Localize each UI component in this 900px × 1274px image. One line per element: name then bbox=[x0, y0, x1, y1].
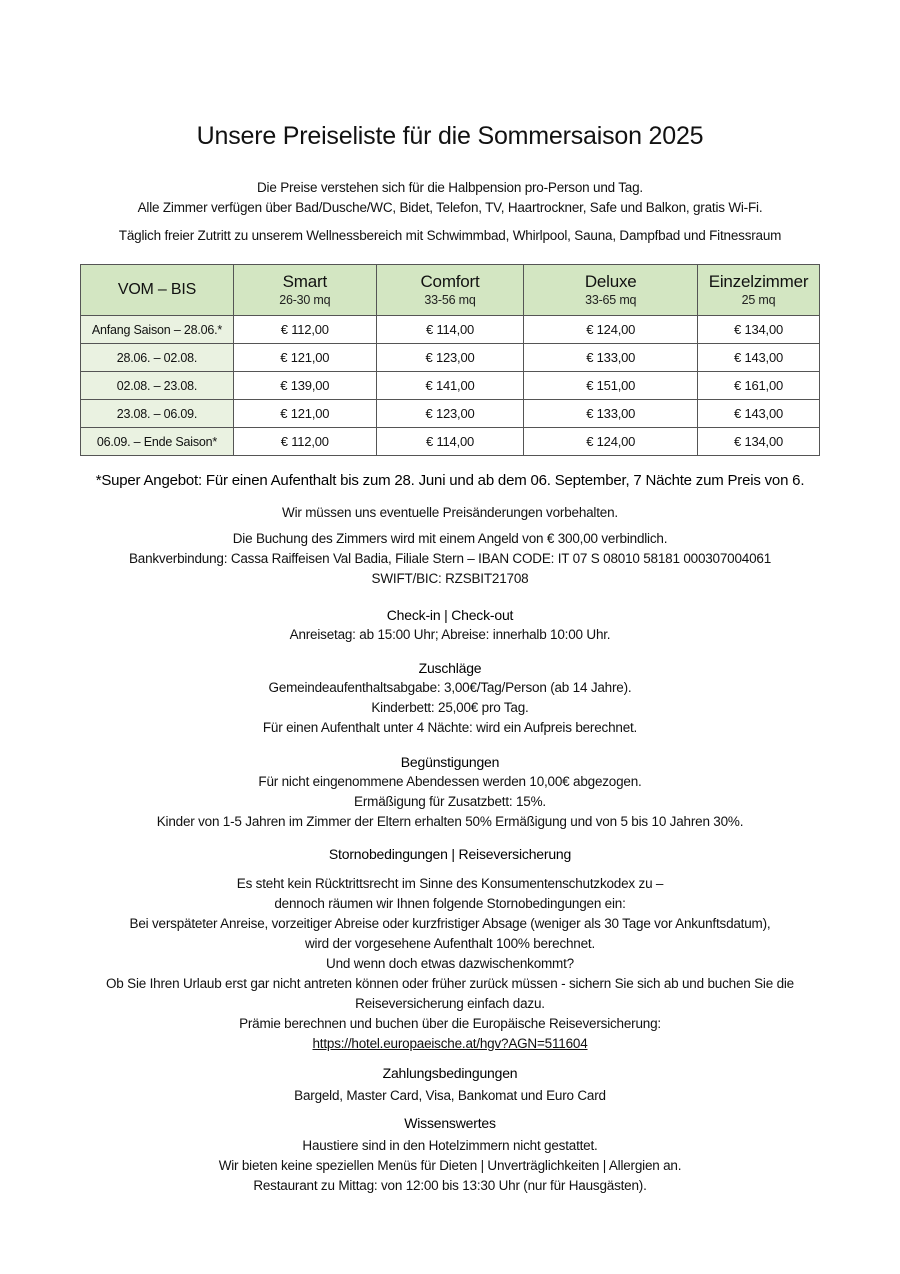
insurance-link[interactable]: https://hotel.europaeische.at/hgv?AGN=511604 bbox=[312, 1036, 588, 1051]
price-cell: € 143,00 bbox=[698, 344, 820, 372]
deposit-text: Die Buchung des Zimmers wird mit einem Angeld von € 300,00 verbindlich. bbox=[232, 531, 668, 546]
room-type-name: Smart bbox=[282, 272, 327, 291]
section-checkin bbox=[0, 605, 900, 645]
price-cell: € 112,00 bbox=[233, 428, 376, 456]
section-line: Ob Sie Ihren Urlaub erst gar nicht antreten können oder früher zurück müssen - sichern Sie sich ab und buchen Sie die bbox=[106, 976, 794, 991]
special-offer-note: *Super Angebot: Für einen Aufenthalt bis zum 28. Juni und ab dem 06. September, 7 Nächte zum Preis von 6. bbox=[95, 472, 805, 489]
table-row bbox=[81, 344, 820, 372]
price-cell: € 124,00 bbox=[524, 316, 698, 344]
section-discounts bbox=[0, 752, 900, 832]
period-cell: Anfang Saison – 28.06.* bbox=[81, 316, 234, 344]
table-row bbox=[81, 400, 820, 428]
room-type-name: Einzelzimmer bbox=[708, 272, 809, 291]
intro-line-amenities: Alle Zimmer verfügen über Bad/Dusche/WC, Bidet, Telefon, TV, Haartrockner, Safe und Balkon, gratis Wi-Fi. bbox=[137, 200, 763, 215]
intro-text bbox=[0, 178, 900, 218]
intro-line-halfboard: Die Preise verstehen sich für die Halbpension pro-Person und Tag. bbox=[257, 180, 643, 195]
room-type-name: Deluxe bbox=[584, 272, 637, 291]
section-line: Bargeld, Master Card, Visa, Bankomat und Euro Card bbox=[294, 1088, 606, 1103]
price-cell: € 121,00 bbox=[233, 344, 376, 372]
section-line: Anreisetag: ab 15:00 Uhr; Abreise: innerhalb 10:00 Uhr. bbox=[289, 627, 611, 642]
section-heading-discounts: Begünstigungen bbox=[400, 754, 500, 770]
table-row bbox=[81, 316, 820, 344]
price-cell: € 141,00 bbox=[376, 372, 524, 400]
page-title: Unsere Preiseliste für die Sommersaison 2025 bbox=[196, 122, 704, 150]
price-cell: € 114,00 bbox=[376, 316, 524, 344]
booking-bank-info bbox=[0, 529, 900, 589]
section-line: Wir bieten keine speziellen Menüs für Dieten | Unverträglichkeiten | Allergien an. bbox=[218, 1158, 682, 1173]
price-cell: € 133,00 bbox=[524, 400, 698, 428]
period-cell: 06.09. – Ende Saison* bbox=[81, 428, 234, 456]
section-line: Es steht kein Rücktrittsrecht im Sinne des Konsumentenschutzkodex zu – bbox=[236, 876, 664, 891]
section-line: Gemeindeaufenthaltsabgabe: 3,00€/Tag/Person (ab 14 Jahre). bbox=[268, 680, 632, 695]
room-type-size: 33-65 mq bbox=[585, 293, 637, 307]
section-line: Prämie berechnen und buchen über die Europäische Reiseversicherung: bbox=[239, 1016, 661, 1031]
room-type-size: 25 mq bbox=[741, 293, 776, 307]
section-heading-info: Wissenswertes bbox=[404, 1115, 496, 1131]
section-heading-payment: Zahlungsbedingungen bbox=[382, 1065, 518, 1081]
section-line: Bei verspäteter Anreise, vorzeitiger Abreise oder kurzfristiger Absage (weniger als 30 Tage vor Ankunftsdatum), bbox=[129, 916, 771, 931]
price-table bbox=[80, 264, 820, 456]
section-info bbox=[0, 1113, 900, 1196]
price-cell: € 124,00 bbox=[524, 428, 698, 456]
section-cancellation bbox=[0, 844, 900, 1054]
intro-wellness bbox=[0, 226, 900, 246]
price-cell: € 121,00 bbox=[233, 400, 376, 428]
price-cell: € 151,00 bbox=[524, 372, 698, 400]
section-line: dennoch räumen wir Ihnen folgende Stornobedingungen ein: bbox=[274, 896, 626, 911]
section-line: wird der vorgesehene Aufenthalt 100% berechnet. bbox=[304, 936, 596, 951]
price-cell: € 134,00 bbox=[698, 428, 820, 456]
price-cell: € 123,00 bbox=[376, 344, 524, 372]
room-type-name: Comfort bbox=[420, 272, 480, 291]
period-cell: 28.06. – 02.08. bbox=[81, 344, 234, 372]
section-line: Reiseversicherung einfach dazu. bbox=[355, 996, 545, 1011]
price-cell: € 112,00 bbox=[233, 316, 376, 344]
price-table-header bbox=[81, 265, 820, 316]
price-cell: € 143,00 bbox=[698, 400, 820, 428]
section-heading-cancellation: Stornobedingungen | Reiseversicherung bbox=[328, 846, 572, 862]
section-line: Restaurant zu Mittag: von 12:00 bis 13:30 Uhr (nur für Hausgästen). bbox=[253, 1178, 647, 1193]
price-change-text: Wir müssen uns eventuelle Preisänderungen vorbehalten. bbox=[282, 505, 618, 520]
bank-details-text: Bankverbindung: Cassa Raiffeisen Val Badia, Filiale Stern – IBAN CODE: IT 07 S 08010 58181 000307004061 bbox=[128, 551, 772, 566]
column-header-period: VOM – BIS bbox=[81, 265, 234, 316]
column-header-einzelzimmer bbox=[698, 265, 820, 316]
column-header-comfort bbox=[376, 265, 524, 316]
swift-text: SWIFT/BIC: RZSBIT21708 bbox=[371, 571, 529, 586]
section-line: Kinderbett: 25,00€ pro Tag. bbox=[371, 700, 529, 715]
price-cell: € 114,00 bbox=[376, 428, 524, 456]
table-row bbox=[81, 372, 820, 400]
section-line: Kinder von 1-5 Jahren im Zimmer der Eltern erhalten 50% Ermäßigung und von 5 bis 10 Jahren 30%. bbox=[156, 814, 744, 829]
column-header-smart bbox=[233, 265, 376, 316]
section-heading-surcharges: Zuschläge bbox=[418, 660, 482, 676]
section-line: Ermäßigung für Zusatzbett: 15%. bbox=[354, 794, 546, 809]
section-surcharges bbox=[0, 658, 900, 738]
section-heading-checkin: Check-in | Check-out bbox=[386, 607, 514, 623]
price-cell: € 123,00 bbox=[376, 400, 524, 428]
room-type-size: 26-30 mq bbox=[279, 293, 331, 307]
price-cell: € 133,00 bbox=[524, 344, 698, 372]
intro-line-wellness: Täglich freier Zutritt zu unserem Wellnessbereich mit Schwimmbad, Whirlpool, Sauna, Dampfbad und Fitnessraum bbox=[118, 228, 782, 243]
table-row bbox=[81, 428, 820, 456]
price-change-note bbox=[0, 503, 900, 523]
price-cell: € 139,00 bbox=[233, 372, 376, 400]
section-line: Für einen Aufenthalt unter 4 Nächte: wird ein Aufpreis berechnet. bbox=[262, 720, 638, 735]
section-line: Und wenn doch etwas dazwischenkommt? bbox=[326, 956, 574, 971]
room-type-size: 33-56 mq bbox=[424, 293, 476, 307]
section-payment bbox=[0, 1063, 900, 1106]
price-cell: € 134,00 bbox=[698, 316, 820, 344]
period-cell: 02.08. – 23.08. bbox=[81, 372, 234, 400]
section-line: Haustiere sind in den Hotelzimmern nicht gestattet. bbox=[302, 1138, 598, 1153]
section-line: Für nicht eingenommene Abendessen werden 10,00€ abgezogen. bbox=[258, 774, 642, 789]
price-cell: € 161,00 bbox=[698, 372, 820, 400]
period-cell: 23.08. – 06.09. bbox=[81, 400, 234, 428]
column-header-deluxe bbox=[524, 265, 698, 316]
